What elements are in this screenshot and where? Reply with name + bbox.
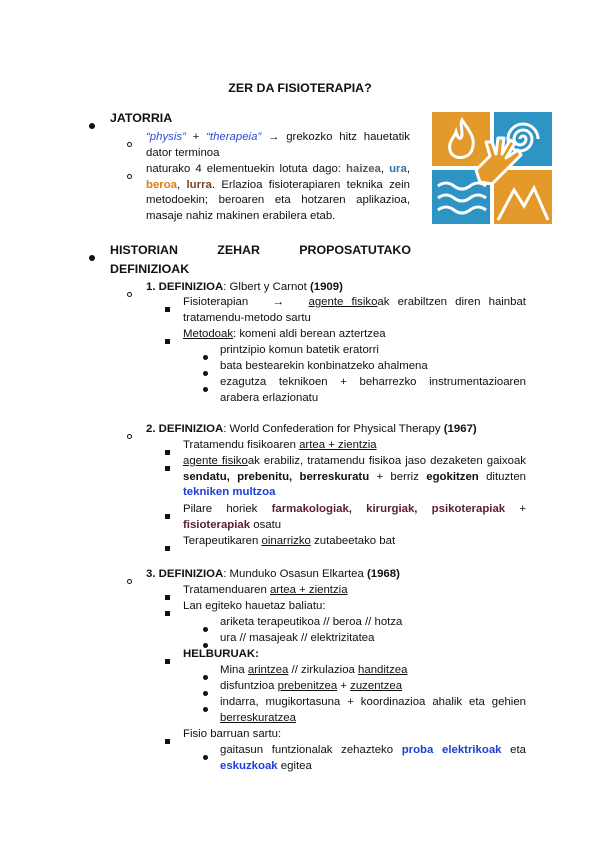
def3-helburua-mina: Mina arintzea // zirkulazioa handitzea — [220, 664, 408, 676]
jatorria-item-elementuak: naturako 4 elementuekin lotuta dago: haizea, ura, beroa, lurra. Erlazioa fisioterapiaren teknika zein metodoekin; beroaren eta hotzaren aplikazioa, masaje nahiz makinen erabilera etab. — [146, 163, 410, 222]
def3-helburua-disfuntzioa: disfuntzioa prebenitzea + zuzentzea — [220, 680, 403, 692]
def3-subitem-ura: ura // masajeak // elektrizitatea — [220, 632, 375, 644]
def3-helburua-indarra: indarra, mugikortasuna + koordinazioa ahalik eta gehien berreskuratzea — [220, 696, 526, 724]
def3-item-fisio: Fisio barruan sartu: — [183, 728, 282, 740]
square-bullet-icon — [165, 541, 170, 557]
square-bullet-icon — [165, 302, 170, 318]
square-bullet-icon — [165, 509, 170, 525]
fisioterapia-logo-icon — [432, 112, 552, 224]
square-bullet-icon — [165, 606, 170, 622]
def1-subitem-1: printzipio komun batetik eratorri — [220, 344, 379, 356]
square-bullet-icon — [165, 734, 170, 750]
def3-item-lan: Lan egiteko hauetaz baliatu: — [183, 600, 326, 612]
dot-bullet-icon — [203, 350, 208, 366]
bullet-icon — [89, 119, 95, 135]
def3-helburuak-heading: HELBURUAK: — [183, 648, 259, 660]
square-bullet-icon — [165, 445, 170, 461]
def3-subitem-gaitasun: gaitasun funtzionalak zehazteko proba elektrikoak eta eskuzkoak egitea — [220, 744, 526, 772]
def2-item-artea: Tratamendu fisikoaren artea + zientzia — [183, 439, 377, 451]
definition-2: 2. DEFINIZIOA: World Confederation for Physical Therapy (1967) — [146, 423, 477, 435]
dot-bullet-icon — [203, 686, 208, 702]
jatorria-item-physis: “physis” + “therapeia” → grekozko hitz hauetatik dator terminoa — [146, 131, 410, 159]
square-bullet-icon — [165, 654, 170, 670]
dot-bullet-icon — [203, 702, 208, 718]
def2-item-terapeutika: Terapeutikaren oinarrizko zutabeetako bat — [183, 535, 396, 547]
def1-item-agente: Fisioterapian → agente fisikoak erabiltzen diren hainbat tratamendu-metodo sartu — [183, 296, 526, 324]
section-heading-jatorria: JATORRIA — [110, 111, 173, 125]
circle-bullet-icon — [127, 429, 132, 445]
square-bullet-icon — [165, 590, 170, 606]
section-heading-historian-line2: DEFINIZIOAK — [110, 262, 190, 276]
dot-bullet-icon — [203, 750, 208, 766]
square-bullet-icon — [165, 334, 170, 350]
square-bullet-icon — [165, 461, 170, 477]
circle-bullet-icon — [127, 137, 132, 153]
section-heading-historian: HISTORIAN ZEHAR PROPOSATUTAKO — [110, 243, 411, 257]
dot-bullet-icon — [203, 622, 208, 638]
dot-bullet-icon — [203, 382, 208, 398]
bullet-icon — [89, 251, 95, 267]
definition-3: 3. DEFINIZIOA: Munduko Osasun Elkartea (1968) — [146, 568, 400, 580]
circle-bullet-icon — [127, 574, 132, 590]
circle-bullet-icon — [127, 287, 132, 303]
dot-bullet-icon — [203, 670, 208, 686]
def1-item-metodoak: Metodoak: komeni aldi berean aztertzea — [183, 328, 386, 340]
page-title: ZER DA FISIOTERAPIA? — [228, 81, 372, 95]
def1-subitem-3: ezagutza teknikoen + beharrezko instrumentazioaren arabera erlazionatu — [220, 376, 526, 404]
definition-1: 1. DEFINIZIOA: Glbert y Carnot (1909) — [146, 281, 343, 293]
dot-bullet-icon — [203, 366, 208, 382]
def1-subitem-2: bata bestearekin konbinatzeko ahalmena — [220, 360, 428, 372]
def3-item-artea: Tratamenduaren artea + zientzia — [183, 584, 348, 596]
circle-bullet-icon — [127, 169, 132, 185]
def2-item-agente: agente fisikoak erabiliz, tratamendu fisikoa jaso dezaketen gaixoak sendatu, prebenitu, berreskuratu + berriz egokitzen dituzten tekniken multzoa — [183, 455, 526, 499]
def3-subitem-ariketa: ariketa terapeutikoa // beroa // hotza — [220, 616, 403, 628]
def2-item-pilare: Pilare horiek farmakologiak, kirurgiak, psikoterapiak + fisioterapiak osatu — [183, 503, 526, 531]
